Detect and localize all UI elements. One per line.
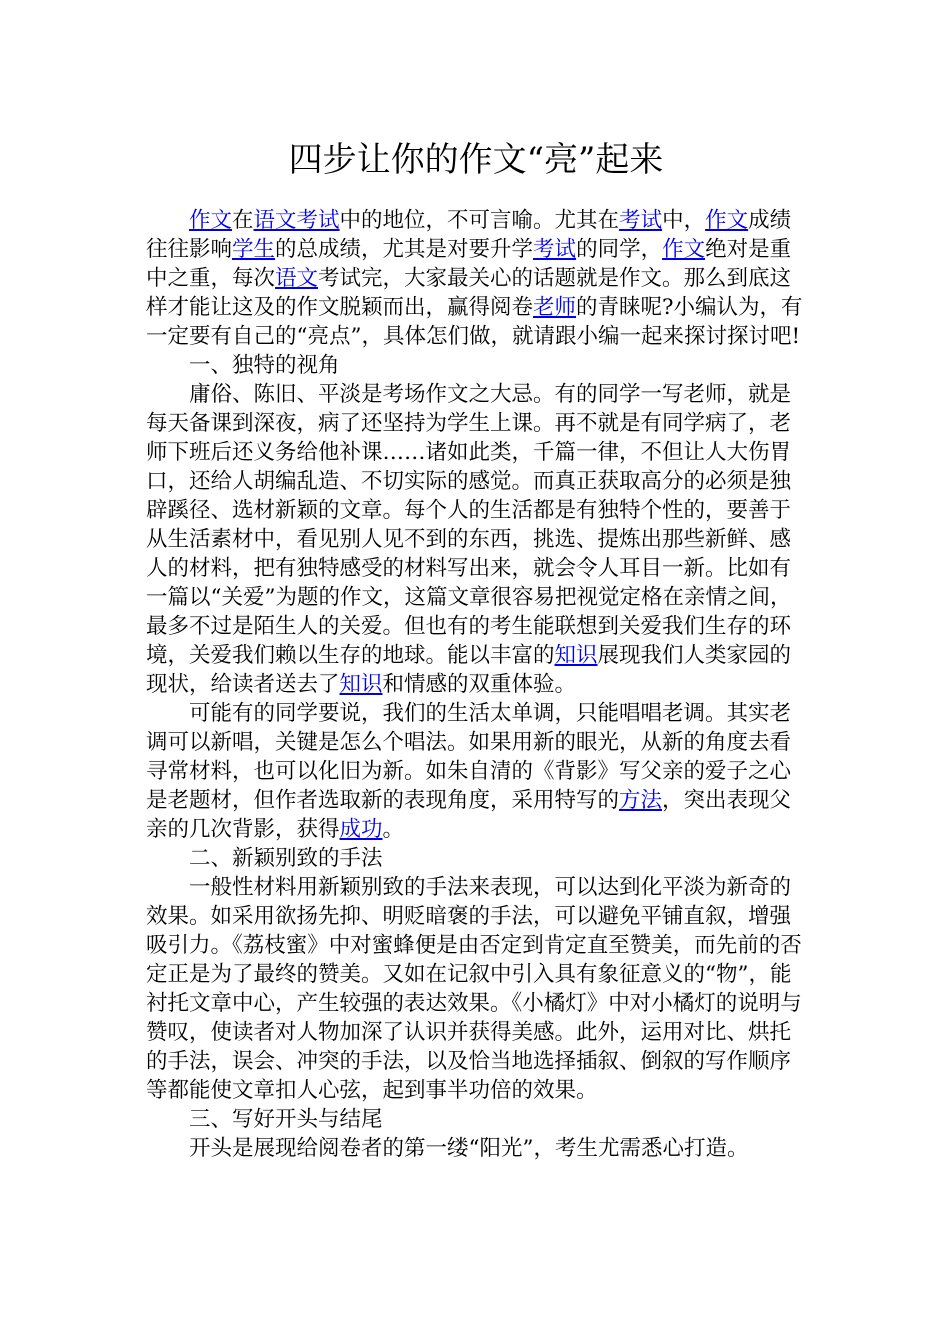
body-paragraph — [146, 699, 806, 844]
body-paragraph — [146, 1134, 806, 1163]
paragraph-text: ，突出表现父亲的几次背影，获得 — [146, 788, 792, 842]
paragraph-text: 中的地位，不可言喻。尤其在 — [339, 208, 620, 233]
paragraph-text: 开头是展现给阅卷者的第一缕“阳光”，考生尤需悉心打造。 — [189, 1136, 749, 1161]
paragraph-text: 的总成绩，尤其是对要升学 — [275, 237, 534, 262]
keyword-link[interactable]: 作文 — [705, 208, 749, 233]
section-heading — [146, 1105, 806, 1134]
keyword-link[interactable]: 语文 — [275, 266, 319, 291]
keyword-link[interactable]: 作文 — [662, 237, 706, 262]
paragraph-text: 。 — [382, 817, 405, 842]
keyword-link[interactable]: 学生 — [232, 237, 276, 262]
keyword-link[interactable]: 老师 — [533, 295, 577, 320]
paragraph-text: 和情感的双重体验。 — [382, 672, 577, 697]
keyword-link[interactable]: 知识 — [339, 672, 383, 697]
paragraph-text: 中， — [662, 208, 706, 233]
keyword-link[interactable]: 成功 — [339, 817, 383, 842]
paragraph-text: 成绩往往影响 — [146, 208, 792, 262]
paragraph-text: 庸俗、陈旧、平淡是考场作文之大忌。有的同学一写老师，就是每天备课到深夜，病了还坚持为学生上课。再不就是有同学病了，老师下班后还义务给他补课……诸如此类，千篇一律，不但让人大伤胃口，还给人胡编乱造、不切实际的感觉。而真正获取高分的必须是独辟蹊径、选材新颖的文章。每个人的生活都是有独特个性的，要善于从生活素材中，看见别人见不到的东西，挑选、提炼出那些新鲜、感人的材料，把有独特感受的材料写出来，就会令人耳目一新。比如有一篇以“关爱”为题的作文，这篇文章很容易把视觉定格在亲情之间，最多不过是陌生人的关爱。但也有的考生能联想到关爱我们生存的环境，关爱我们赖以生存的地球。能以丰富的 — [146, 382, 792, 668]
paragraph-text: 三、写好开头与结尾 — [189, 1107, 383, 1132]
section-heading — [146, 351, 806, 380]
paragraph-text: 展现我们人类家园的现状，给读者送去了 — [146, 643, 792, 697]
document-title: 四步让你的作文“亮”起来 — [288, 140, 664, 180]
body-paragraph — [146, 873, 806, 1105]
keyword-link[interactable]: 作文 — [189, 208, 233, 233]
paragraph-text: 一般性材料用新颖别致的手法来表现，可以达到化平淡为新奇的效果。如采用欲扬先抑、明贬暗褒的手法，可以避免平铺直叙，增强吸引力。《荔枝蜜》中对蜜蜂便是由否定到肯定直至赞美，而先前的否定正是为了最终的赞美。又如在记叙中引入具有象征意义的“物”，能衬托文章中心，产生较强的表达效果。《小橘灯》中对小橘灯的说明与赞叹，使读者对人物加深了认识并获得美感。此外，运用对比、烘托的手法，误会、冲突的手法，以及恰当地选择插叙、倒叙的写作顺序等都能使文章扣人心弦，起到事半功倍的效果。 — [146, 875, 802, 1103]
body-paragraph — [146, 206, 806, 351]
paragraph-text: 的同学， — [576, 237, 663, 262]
paragraph-text: 的青睐呢?小编认为，有一定要有自己的“亮点”，具体怎们做，就请跟小编一起来探讨探讨吧! — [146, 295, 803, 349]
document-body — [146, 206, 806, 1163]
keyword-link[interactable]: 知识 — [554, 643, 598, 668]
paragraph-text: 一、独特的视角 — [189, 353, 340, 378]
section-heading — [146, 844, 806, 873]
paragraph-text: 可能有的同学要说，我们的生活太单调，只能唱唱老调。其实老调可以新唱，关键是怎么个唱法。如果用新的眼光，从新的角度去看寻常材料，也可以化旧为新。如朱自清的《背影》写父亲的爱子之心是老题材，但作者选取新的表现角度，采用特写的 — [146, 701, 792, 813]
keyword-link[interactable]: 考试 — [533, 237, 577, 262]
keyword-link[interactable]: 方法 — [619, 788, 663, 813]
body-paragraph — [146, 380, 806, 699]
keyword-link[interactable]: 语文考试 — [253, 208, 340, 233]
keyword-link[interactable]: 考试 — [619, 208, 663, 233]
paragraph-text: 在 — [232, 208, 254, 233]
paragraph-text: 绝对是重中之重，每次 — [146, 237, 792, 291]
document-page — [146, 130, 806, 1163]
paragraph-text: 考试完，大家最关心的话题就是作文。那么到底这样才能让这及的作文脱颖而出，赢得阅卷 — [146, 266, 792, 320]
paragraph-text: 二、新颖别致的手法 — [189, 846, 383, 871]
